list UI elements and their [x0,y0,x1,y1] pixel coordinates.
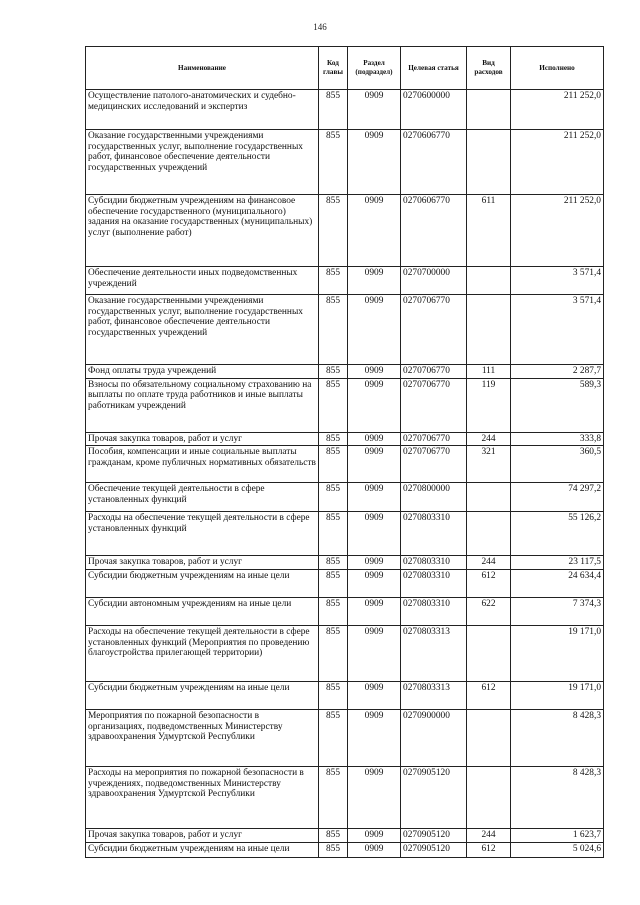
cell-expense-kind: 244 [467,556,511,570]
cell-section: 0909 [348,446,401,483]
cell-expense-kind [467,267,511,295]
table-body [86,90,604,858]
cell-section: 0909 [348,378,401,432]
cell-section: 0909 [348,625,401,681]
cell-target-article: 0270706770 [401,378,467,432]
cell-name: Расходы на обеспечение текущей деятельности в сфере установленных функций [86,512,319,556]
table-row [86,90,604,130]
cell-target-article: 0270706770 [401,446,467,483]
table-row [86,378,604,432]
cell-executed: 333,8 [511,432,604,446]
cell-chapter-code: 855 [319,828,348,842]
cell-name: Фонд оплаты труда учреждений [86,365,319,379]
cell-section: 0909 [348,556,401,570]
table-row [86,512,604,556]
cell-expense-kind: 611 [467,195,511,267]
cell-name: Расходы на мероприятия по пожарной безопасности в учреждениях, подведомственных Министерству здравоохранения Удмуртской Республики [86,766,319,828]
cell-target-article: 0270803310 [401,569,467,597]
cell-name: Оказание государственными учреждениями государственных услуг, выполнение государственных работ, финансовое обеспечение деятельности государственных учреждений [86,295,319,365]
header-name: Наименование [86,47,319,90]
cell-expense-kind: 321 [467,446,511,483]
cell-name: Прочая закупка товаров, работ и услуг [86,556,319,570]
table-row [86,195,604,267]
table-row [86,432,604,446]
cell-chapter-code: 855 [319,681,348,709]
cell-name: Пособия, компенсации и иные социальные выплаты гражданам, кроме публичных нормативных обязательств [86,446,319,483]
cell-target-article: 0270803310 [401,512,467,556]
cell-expense-kind [467,90,511,130]
table-row [86,295,604,365]
cell-target-article: 0270905120 [401,766,467,828]
cell-executed: 8 428,3 [511,766,604,828]
cell-executed: 3 571,4 [511,267,604,295]
cell-name: Прочая закупка товаров, работ и услуг [86,828,319,842]
table-header-row [86,47,604,90]
cell-expense-kind: 244 [467,828,511,842]
cell-expense-kind: 612 [467,681,511,709]
cell-executed: 3 571,4 [511,295,604,365]
cell-executed: 23 117,5 [511,556,604,570]
cell-section: 0909 [348,842,401,857]
cell-section: 0909 [348,130,401,195]
cell-executed: 360,5 [511,446,604,483]
cell-section: 0909 [348,569,401,597]
cell-chapter-code: 855 [319,709,348,766]
cell-target-article: 0270900000 [401,709,467,766]
table-row [86,766,604,828]
cell-executed: 24 634,4 [511,569,604,597]
cell-executed: 74 297,2 [511,483,604,512]
cell-name: Субсидии бюджетным учреждениям на финансовое обеспечение государственного (муниципального) задания на оказание государственных (муниципальных) услуг (выполнение работ) [86,195,319,267]
cell-chapter-code: 855 [319,556,348,570]
table-row [86,365,604,379]
cell-target-article: 0270803310 [401,556,467,570]
cell-target-article: 0270606770 [401,195,467,267]
cell-section: 0909 [348,432,401,446]
table-row [86,625,604,681]
cell-executed: 19 171,0 [511,681,604,709]
cell-expense-kind: 612 [467,842,511,857]
cell-chapter-code: 855 [319,267,348,295]
cell-name: Субсидии бюджетным учреждениям на иные цели [86,842,319,857]
cell-expense-kind: 111 [467,365,511,379]
header-target-article: Целевая статья [401,47,467,90]
cell-executed: 19 171,0 [511,625,604,681]
cell-section: 0909 [348,365,401,379]
cell-section: 0909 [348,709,401,766]
cell-expense-kind: 622 [467,597,511,625]
cell-executed: 2 287,7 [511,365,604,379]
header-chapter-code: Код главы [319,47,348,90]
table-row [86,569,604,597]
cell-expense-kind [467,512,511,556]
cell-chapter-code: 855 [319,130,348,195]
cell-target-article: 0270803310 [401,597,467,625]
cell-chapter-code: 855 [319,842,348,857]
cell-chapter-code: 855 [319,569,348,597]
cell-target-article: 0270803313 [401,625,467,681]
cell-name: Обеспечение текущей деятельности в сфере установленных функций [86,483,319,512]
cell-name: Субсидии бюджетным учреждениям на иные цели [86,569,319,597]
table-row [86,267,604,295]
cell-section: 0909 [348,597,401,625]
table-row [86,556,604,570]
cell-name: Субсидии бюджетным учреждениям на иные цели [86,681,319,709]
cell-section: 0909 [348,90,401,130]
cell-executed: 211 252,0 [511,130,604,195]
cell-executed: 55 126,2 [511,512,604,556]
table-row [86,446,604,483]
cell-section: 0909 [348,267,401,295]
cell-section: 0909 [348,512,401,556]
cell-section: 0909 [348,295,401,365]
table-row [86,709,604,766]
cell-expense-kind: 119 [467,378,511,432]
cell-chapter-code: 855 [319,625,348,681]
cell-chapter-code: 855 [319,295,348,365]
cell-target-article: 0270706770 [401,365,467,379]
cell-executed: 211 252,0 [511,195,604,267]
header-executed: Исполнено [511,47,604,90]
cell-chapter-code: 855 [319,766,348,828]
cell-section: 0909 [348,681,401,709]
budget-execution-table [85,46,604,858]
cell-executed: 1 623,7 [511,828,604,842]
cell-chapter-code: 855 [319,90,348,130]
cell-name: Осуществление патолого-анатомических и судебно-медицинских исследований и экспертиз [86,90,319,130]
cell-expense-kind [467,295,511,365]
cell-name: Расходы на обеспечение текущей деятельности в сфере установленных функций (Мероприятия по проведению благоустройства прилегающей территории) [86,625,319,681]
cell-chapter-code: 855 [319,378,348,432]
cell-name: Обеспечение деятельности иных подведомственных учреждений [86,267,319,295]
table-row [86,483,604,512]
cell-target-article: 0270600000 [401,90,467,130]
cell-chapter-code: 855 [319,446,348,483]
page-number: 146 [313,22,327,32]
cell-target-article: 0270905120 [401,828,467,842]
cell-section: 0909 [348,483,401,512]
cell-chapter-code: 855 [319,365,348,379]
cell-chapter-code: 855 [319,512,348,556]
cell-chapter-code: 855 [319,432,348,446]
cell-name: Оказание государственными учреждениями государственных услуг, выполнение государственных работ, финансовое обеспечение деятельности государственных учреждений [86,130,319,195]
cell-expense-kind [467,130,511,195]
cell-chapter-code: 855 [319,597,348,625]
cell-expense-kind [467,483,511,512]
cell-target-article: 0270803313 [401,681,467,709]
cell-expense-kind [467,709,511,766]
cell-section: 0909 [348,195,401,267]
table-row [86,842,604,857]
cell-name: Прочая закупка товаров, работ и услуг [86,432,319,446]
cell-executed: 8 428,3 [511,709,604,766]
cell-name: Субсидии автономным учреждениям на иные цели [86,597,319,625]
cell-expense-kind: 612 [467,569,511,597]
cell-chapter-code: 855 [319,483,348,512]
cell-name: Взносы по обязательному социальному страхованию на выплаты по оплате труда работников и иные выплаты работникам учреждений [86,378,319,432]
cell-expense-kind: 244 [467,432,511,446]
cell-section: 0909 [348,828,401,842]
cell-target-article: 0270706770 [401,432,467,446]
cell-executed: 211 252,0 [511,90,604,130]
cell-executed: 7 374,3 [511,597,604,625]
table-row [86,130,604,195]
cell-expense-kind [467,625,511,681]
cell-chapter-code: 855 [319,195,348,267]
cell-executed: 589,3 [511,378,604,432]
cell-target-article: 0270606770 [401,130,467,195]
header-section: Раздел (подраздел) [348,47,401,90]
header-expense-kind: Вид расходов [467,47,511,90]
table-row [86,597,604,625]
cell-name: Мероприятия по пожарной безопасности в организациях, подведомственных Министерству здравоохранения Удмуртской Республики [86,709,319,766]
cell-section: 0909 [348,766,401,828]
cell-expense-kind [467,766,511,828]
cell-target-article: 0270800000 [401,483,467,512]
table-row [86,828,604,842]
cell-target-article: 0270700000 [401,267,467,295]
cell-target-article: 0270905120 [401,842,467,857]
cell-target-article: 0270706770 [401,295,467,365]
cell-executed: 5 024,6 [511,842,604,857]
table-row [86,681,604,709]
